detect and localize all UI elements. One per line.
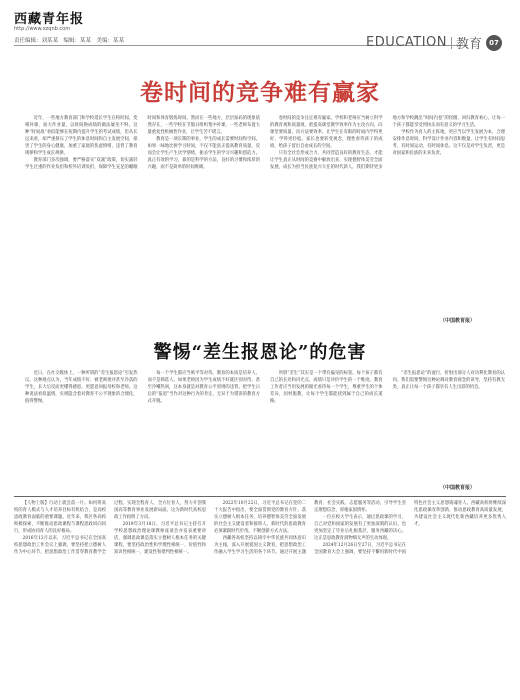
page-header [0,0,520,60]
article2-paragraph: “差生报恩论”的流行，折射出部分人对功利化教育的认同。我们需要警惕这种论调对教育观念的误导，坚持有教无类，真正让每一个孩子都享有人生出彩的机会。 [392,371,505,390]
article1-body [25,115,505,325]
article2-paragraph: 近日，在社交媒体上，一种所谓的“差生报恩论”引发热议。这种观点认为，当年成绩不好、被老师批评甚至冷落的学生，长大后反而更懂得感恩，更愿意回报母校和老师。这种说法看似温情，实则隐含着对教育不公平现象的合理化，值得警惕。 [25,371,138,404]
article1-paragraph: 近年，一些地方教育部门和学校延长学生在校时间，变相补课、加大作业量，以时间换成绩的做法屡见不鲜。这种“时间战”看似能够在短期内提升学生的考试成绩，但从长远来看，却严重挤压了学生的休息时间和自主发展空间，损害了学生的身心健康，加重了家庭的焦虑情绪，违背了教育规律和学生成长规律。 [25,116,138,156]
section-english: EDUCATION [366,35,447,50]
article2-source: （中国教育报） [440,485,476,491]
article1-source: （中国教育报） [440,318,476,324]
masthead-url: http://www.xzqnb.com [14,26,71,32]
section-divider [14,496,506,497]
article2-body [25,370,505,488]
section-label [366,33,502,52]
article3-paragraph: 2022年10月22日，习近平总书记在党的二十大报告中指出，要全面贯彻党的教育方针，落实立德树人根本任务，培养德智体美劳全面发展的社会主义建设者和接班人。新时代的思政教育必须紧跟时代步伐，不断创新方式方法。 [214,501,306,534]
masthead-title: 西藏青年报 [14,12,85,27]
article3-paragraph: 一位在校大学生表示，通过思政课的学习，自己对党和国家的发展有了更加深刻的认识，也更加坚定了毕业后扎根基层、服务西藏的决心。这正是思政教育润物细无声的生动体现。 [314,515,406,541]
article1-paragraph: 教育部门多次强调，要严格落实“双减”政策，切实减轻学生过重的作业负担和校外培训负担，保障学生充足的睡眠时间和体育锻炼时间。然而在一些地方，层层加码的现象依然存在，一些学校在节假日组织集中补课，一些老师布置大量重复性机械性作业，让学生苦不堪言。 [25,116,260,170]
article3-paragraph: 【人物上版】行动上就会落一片。如何将高校的育人模式与人才培养目标有机结合，是高校思政教育面临的重要课题。近年来，我区各高校积极探索，不断推动思政课程与课程思政同向同行，形成协同育人的良好格局。 [14,501,106,534]
article3-paragraph: 2019年3月18日，习近平总书记主持召开学校思想政治理论课教师座谈会并发表重要讲话，强调思政课是落实立德树人根本任务的关键课程，要坚持政治性和学理性相统一、价值性和知识性相统一、建设性和批判性相统一。 [114,522,206,555]
section-chinese: 教育 [455,37,482,52]
article1-paragraph: 教育是一项长期的事业，学生的成长需要时间和空间。如果一味地比拼学习时间，不仅不能真正提高教育质量，反而会让学生产生厌学情绪，扼杀学生的学习兴趣和创造力。真正有效的学习，靠的是科学的方法、良好的习惯和浓厚的兴趣，而不是简单的时间堆砌。 [147,137,260,170]
article3-paragraph: 西藏各高校坚持以铸牢中华民族共同体意识为主线，深入开展爱国主义教育，把思想政治工作融入学生学习生活的各个环节。通过开展主题教育、社会实践、志愿服务等活动，引导学生坚定理想信念，厚植家国情怀。 [214,501,406,555]
article3-body [14,500,506,696]
section-separator [451,37,452,49]
article2-headline: 警惕“差生报恩论”的危害 [153,342,367,363]
page-number-badge: 07 [486,35,502,51]
article1-paragraph: 卷时间的竞争注定难有赢家。学校和老师应当树立科学的教育观和质量观，把提高课堂教学效率作为主攻方向，向课堂要质量，向方法要效率，让学生在有限的时间内学得更好、学得更轻松。家长也要转变观念，理性看待孩子的成绩，给孩子留出自由成长的空间。 [270,116,383,149]
article2-paragraph: 所谓“差生”其实是一个带有偏见的标签。每个孩子都有自己的长处和闪光点，成绩只是评价学生的一个维度。教育工作者应当用发展的眼光看待每一个学生，尊重学生的个体差异，因材施教，让每个学生都能找到属于自己的成长道路。 [270,371,383,404]
article1-paragraph: 只有全社会形成合力，共同营造良好的教育生态，才能让学生真正从时间的竞赛中解放出来，实现德智体美劳全面发展，成长为担当民族复兴大任的时代新人。我们期待更多地方和学校跳出“时间内卷”的怪圈，回归教育初心，让每一个孩子都能享受到快乐而有意义的学习生活。 [270,116,505,170]
article1-paragraph: 学校作为育人的主阵地，更应当以学生发展为本，合理安排作息时间，科学设计作业内容和数量，让学生有时间思考、有时间运动、有时间休息。这不仅是对学生负责，更是对国家和民族的未来负责。 [392,130,505,156]
article1-headline: 卷时间的竞争难有赢家 [140,80,380,106]
editor-credits: 责任编辑：刘某某 编辑：某某 美编：某某 [14,38,125,44]
article2-paragraph: 每一个学生都应当被平等对待。教育的本质是培养人，而不是筛选人。如果老师因为学生成绩不好就区别对待，甚至冷嘲热讽，这本身就是对教育公平原则的违背。把学生日后的“报恩”当作对这种行为的肯定，无异于为错误的教育方式开脱。 [147,371,260,404]
article3-paragraph: 2024年12月26日至27日，习近平总书记在全国教育大会上强调，要坚持不懈用新时代中国特色社会主义思想铸魂育人。西藏高校将继续深化思政课改革创新，推动思政教育高质量发展，为建设社会主义现代化新西藏培养更多优秀人才。 [314,501,506,555]
article3-paragraph: 2016年12月以来，习近平总书记在全国高校思想政治工作会议上强调，要坚持把立德树人作为中心环节，把思想政治工作贯穿教育教学全过程，实现全程育人、全方位育人，努力开创我国高等教育事业发展新局面。这为新时代高校思政工作指明了方向。 [14,501,206,555]
